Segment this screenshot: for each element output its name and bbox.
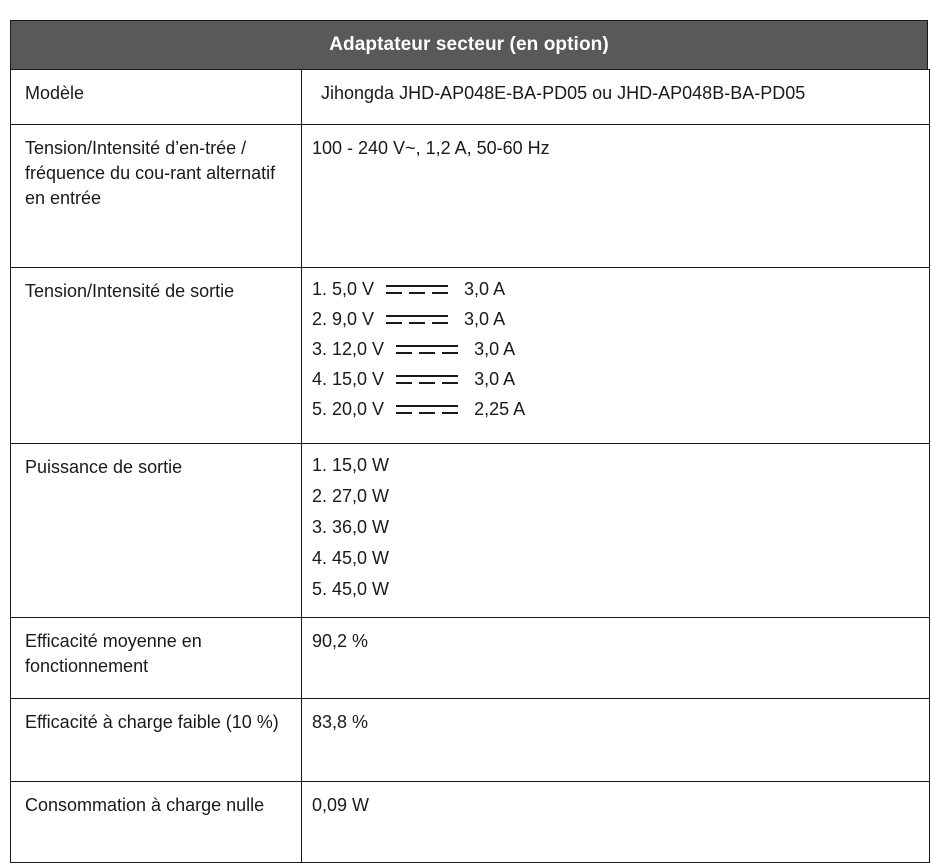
output-line	[312, 364, 919, 394]
power-line: 2. 27,0 W	[312, 486, 390, 506]
output-values	[302, 268, 930, 444]
power-line: 1. 15,0 W	[312, 455, 390, 475]
row-label: Tension/Intensité de sortie	[11, 268, 302, 444]
row-label: Puissance de sortie	[11, 444, 302, 618]
row-label: Consommation à charge nulle	[11, 782, 302, 863]
table-row-model	[11, 70, 930, 125]
dc-symbol-icon	[386, 313, 448, 326]
dc-symbol-icon	[396, 373, 458, 386]
output-current: 3,0 A	[474, 368, 516, 389]
table-row-power	[11, 444, 930, 618]
output-voltage: 1. 5,0 V	[312, 278, 375, 299]
spec-table	[10, 20, 928, 863]
output-voltage: 5. 20,0 V	[312, 398, 385, 419]
row-value: 83,8 %	[302, 699, 930, 782]
output-line	[312, 394, 919, 424]
output-line	[312, 274, 919, 304]
row-value: Jihongda JHD-AP048E-BA-PD05 ou JHD-AP048B-BA-PD05	[302, 70, 930, 125]
row-value: 100 - 240 V~, 1,2 A, 50-60 Hz	[302, 125, 930, 268]
row-label: Efficacité moyenne en fonctionnement	[11, 618, 302, 699]
dc-symbol-icon	[396, 343, 458, 356]
dc-symbol-icon	[396, 403, 458, 416]
output-voltage: 4. 15,0 V	[312, 368, 385, 389]
row-label: Modèle	[11, 70, 302, 125]
table-row-avg-efficiency	[11, 618, 930, 699]
table-header: Adaptateur secteur (en option)	[10, 20, 928, 69]
row-value: 0,09 W	[302, 782, 930, 863]
output-line	[312, 334, 919, 364]
spec-grid	[10, 69, 930, 863]
output-current: 3,0 A	[474, 338, 516, 359]
row-value: 90,2 %	[302, 618, 930, 699]
row-label: Tension/Intensité d’en-trée / fréquence du cou-rant alternatif en entrée	[11, 125, 302, 268]
power-line: 4. 45,0 W	[312, 548, 390, 568]
output-current: 2,25 A	[474, 398, 526, 419]
table-row-input	[11, 125, 930, 268]
power-line: 5. 45,0 W	[312, 579, 390, 599]
row-label: Efficacité à charge faible (10 %)	[11, 699, 302, 782]
output-current: 3,0 A	[464, 278, 506, 299]
output-voltage: 2. 9,0 V	[312, 308, 375, 329]
table-row-no-load	[11, 782, 930, 863]
power-line: 3. 36,0 W	[312, 517, 390, 537]
output-line	[312, 304, 919, 334]
output-current: 3,0 A	[464, 308, 506, 329]
table-row-output	[11, 268, 930, 444]
power-values	[302, 444, 930, 618]
table-row-low-load-efficiency	[11, 699, 930, 782]
output-voltage: 3. 12,0 V	[312, 338, 385, 359]
dc-symbol-icon	[386, 283, 448, 296]
